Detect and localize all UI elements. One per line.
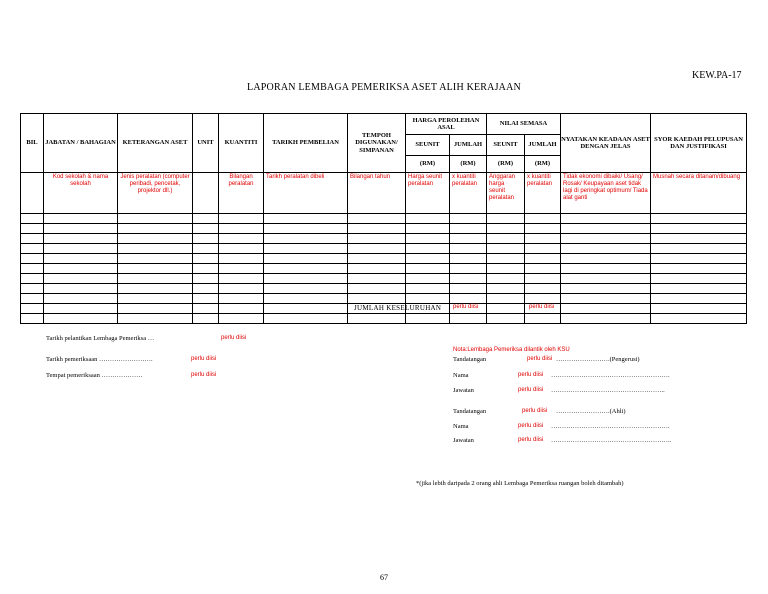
- header-keterangan: KETERANGAN ASET: [118, 114, 193, 173]
- chair-jawatan-dots: ……………………………………………..: [551, 387, 665, 394]
- header-syor: SYOR KAEDAH PELUPUSAN DAN JUSTIFIKASI: [651, 114, 747, 173]
- header-tempoh: TEMPOH DIGUNAKAN/ SIMPANAN: [348, 114, 406, 173]
- header-kuantiti: KUANTITI: [219, 114, 264, 173]
- cell-tempoh: Bilangan tahun: [348, 173, 406, 214]
- member-nama-label: Nama: [453, 423, 469, 430]
- table-row: [21, 274, 747, 284]
- value-tarikh-pemeriksaan: perlu diisi: [191, 356, 217, 362]
- total-nilai-value: perlu diisi: [529, 304, 555, 310]
- header-jabatan: JABATAN / BAHAGIAN: [44, 114, 118, 173]
- header-nilai-jumlah: JUMLAH: [525, 135, 561, 156]
- page-number: 67: [380, 573, 388, 582]
- member-tandatangan-suffix: …………………….(Ahli): [556, 408, 626, 415]
- table-row: [21, 244, 747, 254]
- table-row: [21, 284, 747, 294]
- header-rm: (RM): [487, 156, 525, 173]
- value-tempat-pemeriksaan: perlu diisi: [191, 372, 217, 378]
- header-unit: UNIT: [193, 114, 219, 173]
- total-harga-value: perlu diisi: [453, 304, 479, 310]
- header-nilai-seunit: SEUNIT: [487, 135, 525, 156]
- cell-syor: Musnah secara ditanam/dibuang: [651, 173, 747, 214]
- footnote: *(jika lebih daripada 2 orang ahli Lembaga Pemeriksa ruangan boleh ditambah): [416, 480, 624, 487]
- table-row: [21, 314, 747, 324]
- header-nilai: NILAI SEMASA: [487, 114, 561, 135]
- member-tandatangan-label: Tandatangan: [453, 408, 487, 415]
- header-bil: BIL: [21, 114, 44, 173]
- chair-tandatangan-suffix: …………………….(Pengerusi): [556, 356, 640, 363]
- page-title: LAPORAN LEMBAGA PEMERIKSA ASET ALIH KERAJAAN: [247, 82, 521, 93]
- chair-nama-value: perlu diisi: [518, 372, 544, 378]
- table-row: [21, 214, 747, 224]
- chair-tandatangan-value: perlu diisi: [527, 356, 553, 362]
- total-label: JUMLAH KESELURUHAN: [354, 304, 442, 312]
- cell-nilai-seunit: Anggaran harga seunit peralatan: [487, 173, 525, 214]
- table-row: [21, 264, 747, 274]
- member-jawatan-label: Jawatan: [453, 437, 474, 444]
- label-tarikh-pelantikan: Tarikh pelantikan Lembaga Pemeriksa …: [46, 335, 155, 342]
- cell-harga-jumlah: x kuantiti peralatan: [450, 173, 487, 214]
- header-harga-seunit: SEUNIT: [406, 135, 450, 156]
- cell-jabatan: Kod sekolah & nama sekolah: [44, 173, 118, 214]
- chair-jawatan-label: Jawatan: [453, 387, 474, 394]
- member-jawatan-dots: ………………………………………………..: [551, 437, 672, 444]
- chair-nama-dots: ……………………………………………….: [551, 372, 670, 379]
- cell-kuantiti: Bilangan peralatan: [219, 173, 264, 214]
- header-tarikh: TARIKH PEMBELIAN: [264, 114, 348, 173]
- header-nyatakan: NYATAKAN KEADAAN ASET DENGAN JELAS: [561, 114, 651, 173]
- cell-harga-seunit: Harga seunit peralatan: [406, 173, 450, 214]
- table-row: [21, 224, 747, 234]
- chair-nama-label: Nama: [453, 372, 469, 379]
- chair-jawatan-value: perlu diisi: [518, 387, 544, 393]
- header-harga: HARGA PEROLEHAN ASAL: [406, 114, 487, 135]
- label-tempat-pemeriksaan: Tempat pemeriksaan ……………….: [46, 372, 143, 379]
- form-code: KEW.PA-17: [692, 70, 742, 81]
- appointment-note: Nota:Lembaga Pemeriksa dilantik oleh KSU: [453, 347, 570, 353]
- value-tarikh-pelantikan: perlu diisi: [221, 335, 247, 341]
- cell-bil: [21, 173, 44, 214]
- cell-nyatakan: Tidak ekonomi dibaiki/ Usang/ Rosak/ Keupayaan aset tidak lagi di peringkat optimum/ Tiada alat ganti: [561, 173, 651, 214]
- table-row: [21, 234, 747, 244]
- asset-table: [20, 113, 747, 324]
- member-jawatan-value: perlu diisi: [518, 437, 544, 443]
- chair-tandatangan-label: Tandatangan: [453, 356, 487, 363]
- table-row: [21, 294, 747, 304]
- header-rm: (RM): [450, 156, 487, 173]
- member-tandatangan-value: perlu diisi: [522, 408, 548, 414]
- cell-nilai-jumlah: x kuantiti peralatan: [525, 173, 561, 214]
- example-row: [21, 173, 747, 214]
- cell-tarikh: Tarikh peralatan dibeli: [264, 173, 348, 214]
- header-harga-jumlah: JUMLAH: [450, 135, 487, 156]
- cell-keterangan: Jenis peralatan (computer peribadi, pencetak, projektor dll.): [118, 173, 193, 214]
- member-nama-dots: ……………………………………………….: [551, 423, 670, 430]
- member-nama-value: perlu diisi: [518, 423, 544, 429]
- cell-unit: [193, 173, 219, 214]
- header-rm: (RM): [525, 156, 561, 173]
- header-rm: (RM): [406, 156, 450, 173]
- label-tarikh-pemeriksaan: Tarikh pemeriksaan …………………….: [46, 356, 153, 363]
- table-row: [21, 254, 747, 264]
